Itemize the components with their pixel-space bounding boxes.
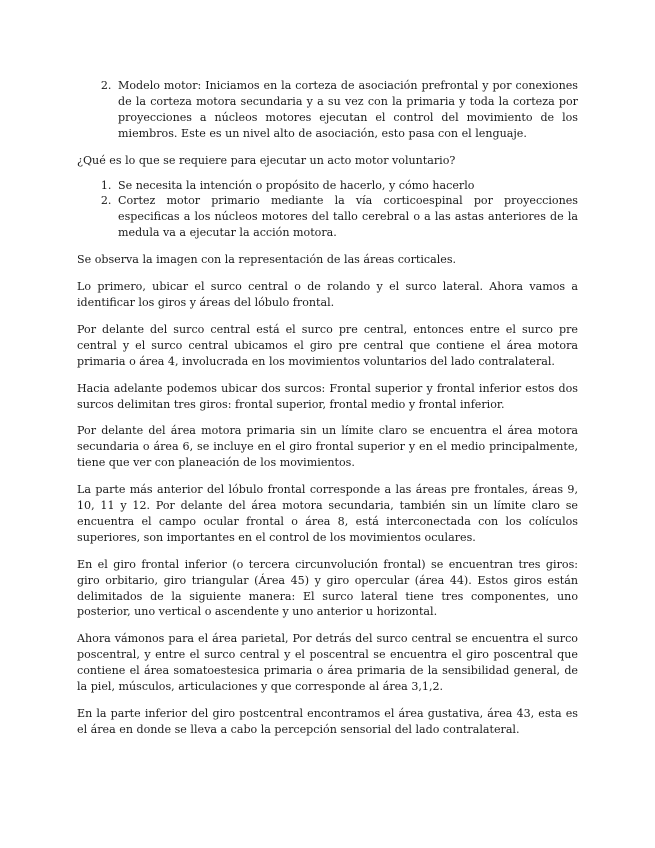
paragraph: En la parte inferior del giro postcentral encontramos el área gustativa, área 43, esta es el área en donde se lleva a cabo la percepción sensorial del lado contralateral. — [77, 707, 578, 736]
paragraph: Lo primero, ubicar el surco central o de rolando y el surco lateral. Ahora vamos a identificar los giros y áreas del lóbulo frontal. — [77, 280, 578, 309]
paragraph: Por delante del surco central está el surco pre central, entonces entre el surco pre central y el surco central ubicamos el giro pre central que contiene el área motora primaria o área 4, involucrada en los movimientos voluntarios del lado contralateral. — [77, 322, 578, 368]
list-item-intention: 1. Se necesita la intención o propósito de hacerlo, y cómo hacerlo — [115, 178, 578, 194]
paragraph: Hacia adelante podemos ubicar dos surcos: Frontal superior y frontal inferior estos dos surcos delimitan tres giros: frontal superior, frontal medio y frontal inferior. — [77, 381, 578, 411]
list-item-primary-motor-cortex: 2. Cortez motor primario mediante la vía corticoespinal por proyecciones especificas a los núcleos motores del tallo cerebral o a las astas anteriores de la medula va a ejecutar la acción motora. — [115, 193, 578, 241]
question-heading: ¿Qué es lo que se requiere para ejecutar un acto motor voluntario? — [77, 153, 456, 167]
paragraph: Ahora vámonos para el área parietal, Por detrás del surco central se encuentra el surco poscentral, y entre el surco central y el poscentral se encuentra el giro poscentral que contiene el área somatoestesica primaria o área primaria de la sensibilidad general, de la piel, músculos, articulaciones y que corresponde al área 3,1,2. — [77, 632, 578, 694]
numbered-list-requirements — [77, 178, 578, 242]
list-item-motor-model: 2. Modelo motor: Iniciamos en la corteza de asociación prefrontal y por conexiones de la corteza motora secundaria y a su vez con la primaria y toda la corteza por proyecciones a núcleos motores ejecutan el control del movimiento de los miembros. Este es un nivel alto de asociación, esto pasa con el lenguaje. — [115, 78, 578, 142]
paragraph: Se observa la imagen con la representación de las áreas corticales. — [77, 253, 457, 267]
paragraph: La parte más anterior del lóbulo frontal corresponde a las áreas pre frontales, áreas 9, 10, 11 y 12. Por delante del área motora secundaria, también sin un límite claro se encuentra el campo ocular frontal o área 8, está interconectada con los colículos superiores, son importantes en el control de los movimientos oculares. — [77, 483, 578, 544]
paragraph: En el giro frontal inferior (o tercera circunvolución frontal) se encuentran tres giros: giro orbitario, giro triangular (Área 45) y giro opercular (área 44). Estos giros están delimitados de la siguiente manera: El surco lateral tiene tres componentes, uno posterior, uno vertical o ascendente y uno anterior u horizontal. — [77, 557, 578, 619]
numbered-list-model — [77, 78, 578, 142]
paragraph: Por delante del área motora primaria sin un límite claro se encuentra el área motora secundaria o área 6, se incluye en el giro frontal superior y en el medio principalmente, tiene que ver con planeación de los movimientos. — [77, 424, 578, 470]
